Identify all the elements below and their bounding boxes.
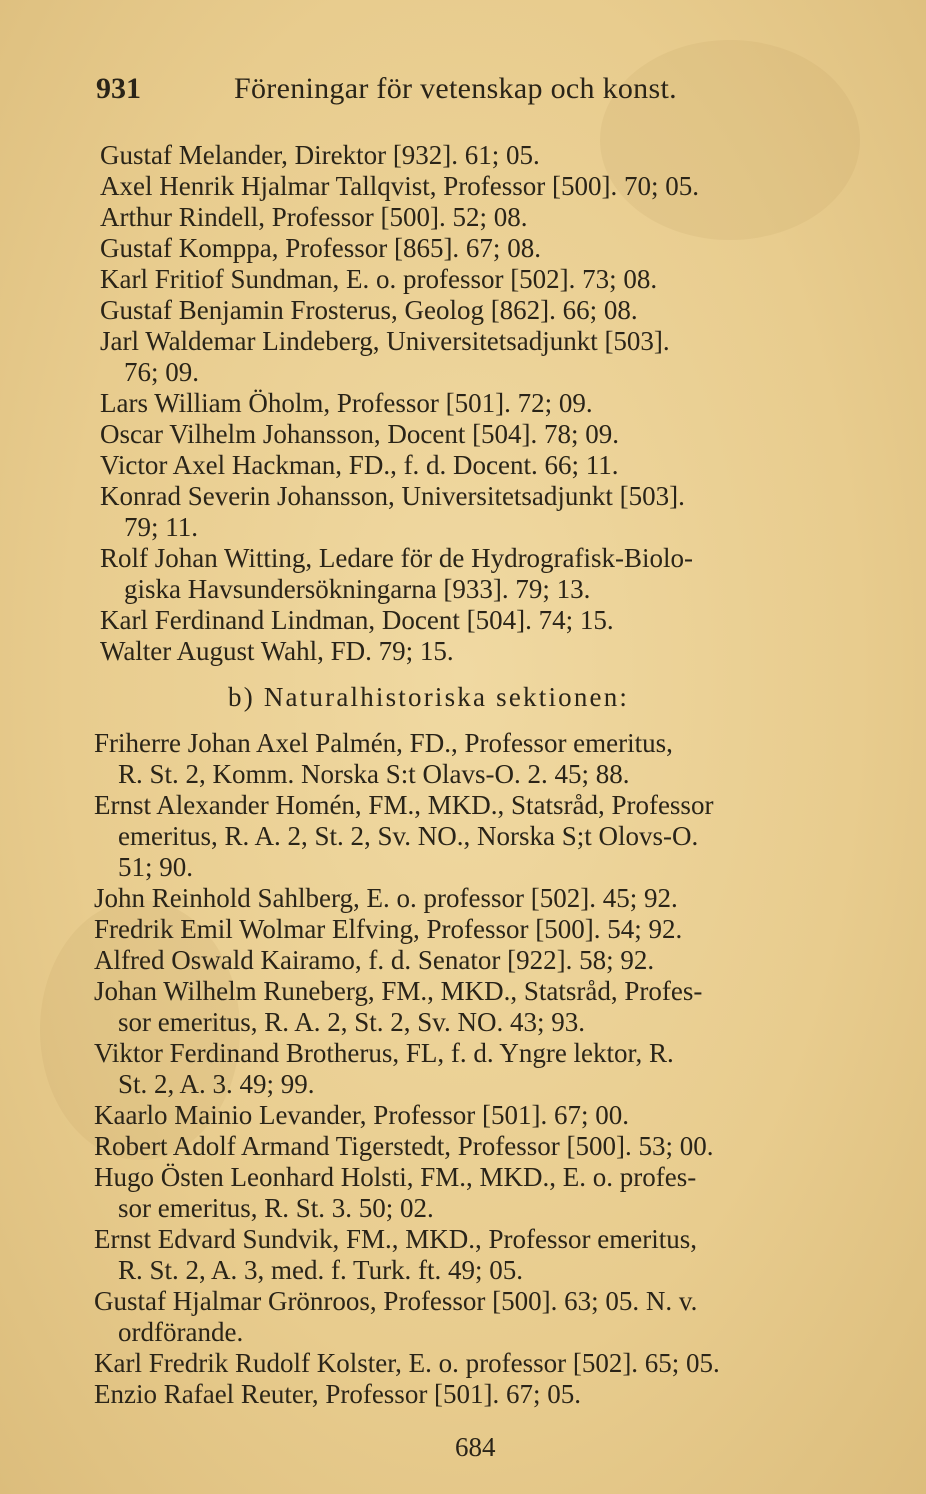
header-page-number: 931 <box>96 72 141 105</box>
list-item: Ernst Edvard Sundvik, FM., MKD., Professor emeritus, R. St. 2, A. 3, med. f. Turk. ft. 49; 05. <box>94 1224 697 1285</box>
list-item: Walter August Wahl, FD. 79; 15. <box>100 636 454 666</box>
list-item: Konrad Severin Johansson, Universitetsadjunkt [503]. 79; 11. <box>100 481 685 542</box>
list-item: Victor Axel Hackman, FD., f. d. Docent. 66; 11. <box>100 450 619 480</box>
list-item: Gustaf Melander, Direktor [932]. 61; 05. <box>100 140 540 170</box>
footer-page-number: 684 <box>455 1432 496 1462</box>
list-item: Arthur Rindell, Professor [500]. 52; 08. <box>100 202 528 232</box>
list-item: Axel Henrik Hjalmar Tallqvist, Professor [500]. 70; 05. <box>100 171 700 201</box>
list-item: Jarl Waldemar Lindeberg, Universitetsadjunkt [503]. 76; 09. <box>100 326 670 387</box>
list-item: Rolf Johan Witting, Ledare för de Hydrografisk-Biolo- giska Havsundersökningarna [933]. 79; 13. <box>100 543 694 604</box>
list-item: Robert Adolf Armand Tigerstedt, Professor [500]. 53; 00. <box>94 1131 714 1161</box>
list-item: John Reinhold Sahlberg, E. o. professor [502]. 45; 92. <box>94 883 678 913</box>
running-title: Föreningar för vetenskap och konst. <box>234 72 677 105</box>
list-item: Kaarlo Mainio Levander, Professor [501]. 67; 00. <box>94 1100 630 1130</box>
page-header <box>96 72 736 112</box>
list-item: Gustaf Benjamin Frosterus, Geolog [862]. 66; 08. <box>100 295 638 325</box>
list-item: Alfred Oswald Kairamo, f. d. Senator [922]. 58; 92. <box>94 945 655 975</box>
list-item: Lars William Öholm, Professor [501]. 72; 09. <box>100 388 593 418</box>
list-item: Johan Wilhelm Runeberg, FM., MKD., Statsråd, Profes- sor emeritus, R. A. 2, St. 2, Sv. NO. 43; 93. <box>94 976 703 1037</box>
list-item: Ernst Alexander Homén, FM., MKD., Statsråd, Professor emeritus, R. A. 2, St. 2, Sv. NO., Norska S;t Olovs-O. 51; 90. <box>94 790 714 882</box>
member-list-bottom <box>94 728 894 1410</box>
list-item: Karl Fritiof Sundman, E. o. professor [502]. 73; 08. <box>100 264 658 294</box>
list-item: Gustaf Hjalmar Grönroos, Professor [500]. 63; 05. N. v. ordförande. <box>94 1286 698 1347</box>
list-item: Enzio Rafael Reuter, Professor [501]. 67; 05. <box>94 1379 582 1409</box>
list-item: Oscar Vilhelm Johansson, Docent [504]. 78; 09. <box>100 419 620 449</box>
list-item: Karl Ferdinand Lindman, Docent [504]. 74; 15. <box>100 605 614 635</box>
list-item: Hugo Östen Leonhard Holsti, FM., MKD., E. o. profes- sor emeritus, R. St. 3. 50; 02. <box>94 1162 697 1223</box>
list-item: Friherre Johan Axel Palmén, FD., Professor emeritus, R. St. 2, Komm. Norska S:t Olavs-O. 2. 45; 88. <box>94 728 673 789</box>
list-item: Gustaf Komppa, Professor [865]. 67; 08. <box>100 233 541 263</box>
list-item: Karl Fredrik Rudolf Kolster, E. o. professor [502]. 65; 05. <box>94 1348 720 1378</box>
member-list-top <box>100 140 890 667</box>
section-heading: b) Naturalhistoriska sektionen: <box>228 682 630 712</box>
list-item: Fredrik Emil Wolmar Elfving, Professor [500]. 54; 92. <box>94 914 683 944</box>
list-item: Viktor Ferdinand Brotherus, FL, f. d. Yngre lektor, R. St. 2, A. 3. 49; 99. <box>94 1038 674 1099</box>
